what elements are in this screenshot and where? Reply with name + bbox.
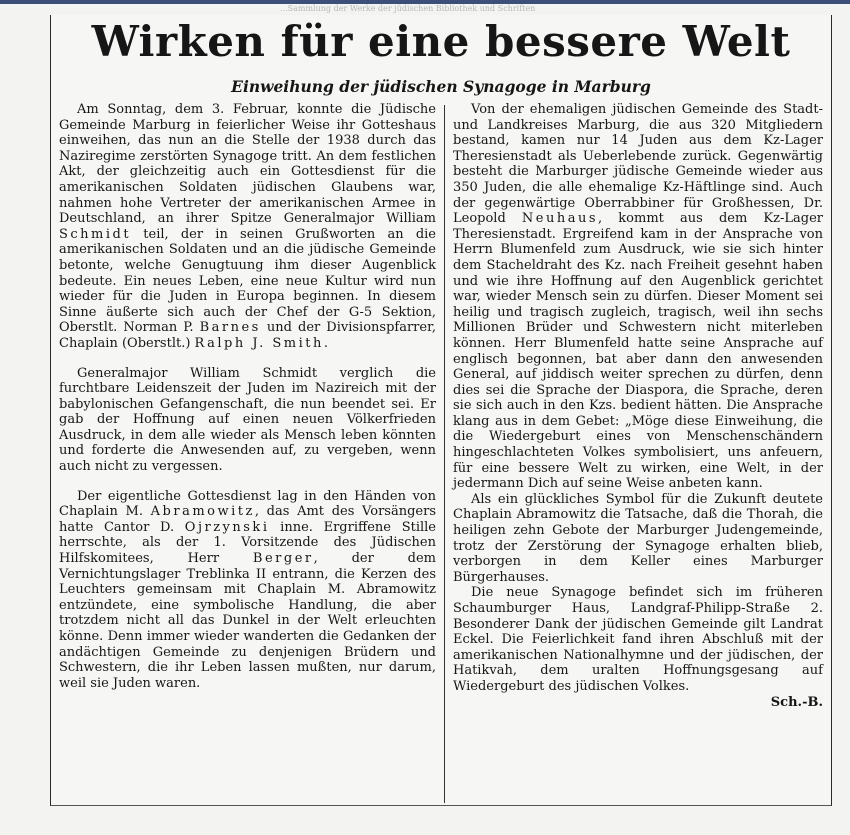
newspaper-clipping (50, 15, 832, 806)
name-spaced: Schmidt (59, 226, 132, 242)
right-column (453, 102, 823, 802)
paragraph: Als ein glückliches Symbol für die Zukunft deutete Chaplain Abramowitz die Tatsache, daß die Thorah, die heiligen zehn Gebote der Marburger Judengemeinde, trotz der Zerstörung der Synagoge erhalten blieb, verborgen in dem Keller eines Marburger Bürgerhauses. (453, 491, 823, 585)
bleed-through-text: ...Sammlung der Werke der jüdischen Bibliothek und Schriften (280, 4, 536, 13)
name-spaced: Ralph J. Smith (194, 335, 324, 351)
paragraph: Am Sonntag, dem 3. Februar, konnte die Jüdische Gemeinde Marburg in feierlicher Weise ihr Gotteshaus einweihen, das nun an die Stelle der 1938 durch das Naziregime zerstörten Synagoge tritt. An dem festlichen Akt, der gleichzeitig auch ein Gottesdienst für die amerikanischen Soldaten jüdischen Glaubens war, nahmen hohe Vertreter der amerikanischen Armee in Deutschland, an ihrer Spitze Generalmajor William Schmidt teil, der in seinen Grußworten an die amerikanischen Soldaten und an die jüdische Gemeinde betonte, welche Genugtuung ihm dieser Augenblick bedeute. Ein neues Leben, eine neue Kultur wird nun wieder für die Juden in Europa beginnen. In diesem Sinne äußerte sich auch der Chef der G-5 Sektion, Oberstlt. Norman P. Barnes und der Divisionspfarrer, Chaplain (Oberstlt.) Ralph J. Smith. (59, 102, 437, 351)
column-divider (444, 105, 445, 803)
article-headline: Wirken für eine bessere Welt (91, 17, 791, 66)
paragraph: Von der ehemaligen jüdischen Gemeinde des Stadt- und Landkreises Marburg, die aus 320 Mitgliedern bestand, kamen nur 14 Juden aus dem Kz-Lager Theresienstadt als Ueberlebende zurück. Gegenwärtig besteht die Marburger jüdische Gemeinde wieder aus 350 Juden, die alle ehemalige Kz-Häftlinge sind. Auch der gegenwärtige Oberrabbiner für Großhessen, Dr. Leopold Neuhaus, kommt aus dem Kz-Lager Theresienstadt. Ergreifend kam in der Ansprache von Herrn Blumenfeld zum Ausdruck, wie sie sich hinter dem Stacheldraht des Kz. nach Freiheit gesehnt haben und wie ihre Hoffnung auf den Augenblick gerichtet war, wieder Mensch sein zu dürfen. Dieser Moment sei heilig und tragisch zugleich, tragisch, weil ihn sechs Millionen Brüder und Schwestern nicht miterleben können. Herr Blumenfeld hatte seine Ansprache auf englisch begonnen, bat aber dann den anwesenden General, auf jiddisch weiter sprechen zu dürfen, denn dies sei die Sprache der Diaspora, die Sprache, deren sie sich auch in den Kzs. bedient hätten. Die Ansprache klang aus in dem Gebet: „Möge diese Einweihung, die die Wiedergeburt eines von Menschenschändern hingeschlachteten Volkes symbolisiert, uns anfeuern, für eine bessere Welt zu wirken, eine Welt, in der jedermann Dich auf seine Weise anbeten kann. (453, 102, 823, 492)
paragraph: Die neue Synagoge befindet sich im früheren Schaumburger Haus, Landgraf-Philipp-Straße 2. Besonderer Dank der jüdischen Gemeinde gilt Landrat Eckel. Die Feierlichkeit fand ihren Abschluß mit der amerikanischen Nationalhymne und der jüdischen, der Hatikvah, dem uralten Hoffnungsgesang auf Wiedergeburt des jüdischen Volkes. (453, 585, 823, 694)
paragraph: Der eigentliche Gottesdienst lag in den Händen von Chaplain M. Abramowitz, das Amt des Vorsängers hatte Cantor D. Ojrzynski inne. Ergriffene Stille herrschte, als der 1. Vorsitzende des Jüdischen Hilfskomitees, Herr Berger, der dem Vernichtungslager Treblinka II entrann, die Kerzen des Leuchters gemeinsam mit Chaplain M. Abramowitz entzündete, eine symbolische Handlung, die aber trotzdem nicht all das Dunkel in der Welt erleuchten könne. Denn immer wieder wanderten die Gedanken der andächtigen Gemeinde zu denjenigen Brüdern und Schwestern, die ihr Leben lassen mußten, nur darum, weil sie Juden waren. (59, 488, 437, 691)
name-spaced: Barnes (199, 320, 261, 336)
name-spaced: Abramowitz (150, 504, 255, 520)
name-spaced: Berger (252, 551, 314, 567)
article-subheadline: Einweihung der jüdischen Synagoge in Marburg (231, 77, 651, 96)
left-column (59, 102, 436, 802)
author-signature: Sch.-B. (770, 694, 823, 710)
paragraph: Generalmajor William Schmidt verglich die furchtbare Leidenszeit der Juden im Nazireich mit der babylonischen Gefangenschaft, die nun beendet sei. Er gab der Hoffnung auf einen neuen Völkerfrieden Ausdruck, in dem alle wieder als Mensch leben könnten und forderte die Anwesenden auf, zu vergeben, wenn auch nicht zu vergessen. (59, 365, 436, 475)
name-spaced: Ojrzynski (184, 519, 270, 535)
name-spaced: Neuhaus (521, 211, 599, 227)
